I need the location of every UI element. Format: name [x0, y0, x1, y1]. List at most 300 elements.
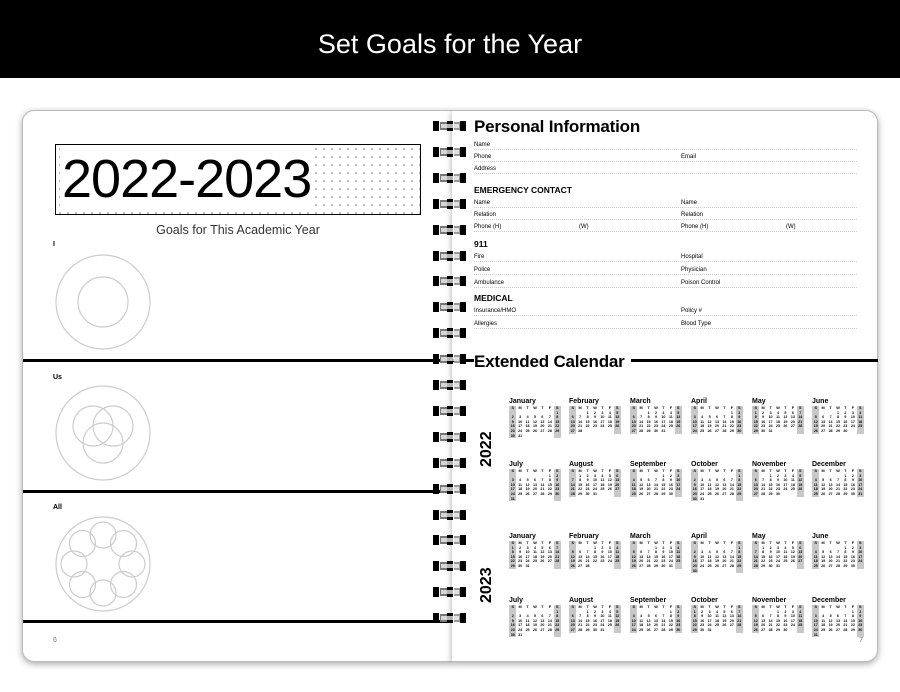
day-cell: 12 [790, 550, 795, 555]
day-cell: 27 [578, 563, 583, 568]
field-phone: Phone [474, 154, 492, 160]
day-cell: 23 [783, 623, 788, 628]
day-cell: 6 [541, 415, 544, 420]
day-cell: 1 [752, 411, 759, 416]
day-cell: 20 [547, 554, 552, 559]
day-cell: 25 [631, 491, 636, 496]
day-cell: 5 [723, 609, 726, 614]
day-cell: 14 [729, 482, 734, 487]
day-cell: 6 [654, 614, 657, 619]
day-cell: 18 [532, 554, 537, 559]
day-cell: 16 [783, 618, 788, 623]
day-cell: 13 [828, 482, 833, 487]
day-cell: 3 [519, 614, 522, 619]
day-cell: 6 [730, 609, 733, 614]
day-cell: 22 [729, 424, 734, 429]
day-cell: 8 [752, 415, 759, 420]
day-cell: 8 [554, 415, 561, 420]
day-cell: 29 [753, 428, 758, 433]
day-cell [606, 628, 613, 633]
day-cell: 4 [601, 473, 604, 478]
day-cell: 23 [518, 559, 523, 564]
day-cell: 19 [570, 559, 575, 564]
field-address: Address [474, 166, 497, 172]
weekday-header: S [630, 541, 637, 546]
day-cell: 17 [676, 482, 681, 487]
page-number-left: 6 [53, 637, 57, 644]
day-cell: 1 [769, 473, 772, 478]
day-cell: 11 [525, 419, 530, 424]
month-calendar [569, 398, 621, 434]
weekday-header: M [578, 541, 582, 545]
month-calendar [630, 398, 682, 434]
month-calendar [752, 398, 804, 434]
day-cell: 11 [525, 618, 530, 623]
day-cell: 29 [850, 627, 855, 632]
day-cell: 22 [585, 424, 590, 429]
day-cell: 22 [737, 559, 742, 564]
weekday-header: W [533, 605, 537, 609]
day-cell: 16 [676, 618, 681, 623]
month-name: September [630, 461, 667, 468]
day-cell: 17 [700, 487, 705, 492]
rule [474, 261, 857, 262]
day-cell: 25 [813, 563, 818, 568]
day-cell: 17 [607, 554, 612, 559]
day-cell: 2 [769, 545, 772, 550]
day-cell: 30 [850, 491, 855, 496]
day-cell [614, 492, 621, 497]
day-cell: 27 [828, 563, 833, 568]
field-poison-control: Poison Control [681, 280, 721, 286]
page-number-right: 7 [859, 637, 863, 644]
day-cell: 18 [821, 623, 826, 628]
day-cell: 29 [843, 563, 848, 568]
weekday-header: W [715, 406, 719, 410]
day-cell [736, 628, 743, 633]
day-cell: 21 [578, 623, 583, 628]
weekday-header: W [836, 469, 840, 473]
day-cell: 12 [798, 478, 803, 483]
binding-coil [431, 145, 469, 159]
month-calendar [509, 597, 561, 637]
day-cell: 17 [813, 623, 818, 628]
day-cell: 13 [646, 482, 651, 487]
day-cell: 5 [797, 474, 804, 479]
day-cell: 25 [813, 491, 818, 496]
weekday-header: T [784, 541, 787, 545]
day-cell [667, 429, 674, 434]
month-grid [630, 541, 682, 569]
weekday-header: T [723, 469, 726, 473]
day-cell: 23 [692, 491, 697, 496]
day-cell: 28 [761, 491, 766, 496]
day-cell: 24 [510, 491, 515, 496]
day-cell: 20 [646, 487, 651, 492]
day-cell: 18 [518, 487, 523, 492]
day-cell: 2 [857, 610, 864, 615]
day-cell: 28 [661, 627, 666, 632]
weekday-header: W [593, 406, 597, 410]
day-cell: 1 [509, 546, 516, 551]
day-cell: 15 [653, 554, 658, 559]
day-cell: 28 [835, 491, 840, 496]
weekday-header: T [844, 605, 847, 609]
day-cell: 5 [533, 415, 536, 420]
weekday-header: T [541, 605, 544, 609]
day-cell: 6 [614, 474, 621, 479]
day-cell: 3 [812, 614, 819, 619]
day-cell: 14 [753, 554, 758, 559]
month-calendar [691, 398, 743, 434]
day-cell: 28 [578, 627, 583, 632]
field-phone-w: (W) [579, 224, 589, 230]
day-cell: 27 [540, 428, 545, 433]
day-cell: 28 [753, 563, 758, 568]
day-cell: 27 [790, 424, 795, 429]
day-cell: 28 [835, 563, 840, 568]
day-cell: 19 [676, 419, 681, 424]
day-cell: 7 [586, 550, 589, 555]
day-cell: 27 [761, 627, 766, 632]
day-cell: 16 [661, 554, 666, 559]
binding-coil [431, 274, 469, 288]
day-cell: 11 [707, 554, 712, 559]
day-cell: 27 [631, 428, 636, 433]
day-cell: 13 [835, 618, 840, 623]
day-cell: 31 [592, 491, 597, 496]
day-cell: 1 [654, 545, 657, 550]
month-name: April [691, 533, 707, 540]
day-cell: 20 [653, 623, 658, 628]
day-cell: 20 [532, 487, 537, 492]
weekday-header: T [708, 469, 711, 473]
weekday-header: S [736, 605, 743, 610]
weekday-header: T [769, 469, 772, 473]
day-cell: 30 [585, 491, 590, 496]
day-cell: 3 [630, 614, 637, 619]
weekday-header: S [857, 541, 864, 546]
day-cell: 10 [631, 618, 636, 623]
day-cell: 22 [737, 487, 742, 492]
day-cell: 6 [762, 614, 765, 619]
day-cell [539, 434, 546, 439]
day-cell: 21 [798, 419, 803, 424]
day-cell: 14 [828, 419, 833, 424]
weekday-header: T [541, 541, 544, 545]
day-cell: 14 [722, 419, 727, 424]
day-cell: 14 [585, 554, 590, 559]
day-cell: 9 [784, 614, 787, 619]
day-cell: 18 [798, 618, 803, 623]
month-name: August [569, 597, 594, 604]
day-cell: 10 [668, 550, 673, 555]
weekday-header: M [761, 541, 765, 545]
weekday-header: T [662, 469, 665, 473]
weekday-header: M [700, 406, 704, 410]
day-cell: 21 [737, 618, 742, 623]
day-cell: 12 [615, 415, 620, 420]
day-cell: 25 [798, 623, 803, 628]
day-cell: 19 [821, 559, 826, 564]
medical-heading: MEDICAL [474, 293, 513, 303]
day-cell: 3 [708, 609, 711, 614]
day-cell [599, 429, 606, 434]
day-cell [782, 492, 789, 497]
day-cell: 21 [653, 487, 658, 492]
day-cell: 30 [843, 428, 848, 433]
rule [474, 161, 857, 162]
weekday-header: W [593, 605, 597, 609]
day-cell: 29 [775, 627, 780, 632]
day-cell: 9 [851, 478, 854, 483]
day-cell: 15 [737, 482, 742, 487]
day-cell: 31 [600, 627, 605, 632]
day-cell: 18 [707, 487, 712, 492]
day-cell: 31 [525, 563, 530, 568]
field-policy: Policy # [681, 308, 703, 314]
day-cell: 10 [858, 550, 863, 555]
weekday-header: W [654, 605, 658, 609]
day-cell: 24 [783, 487, 788, 492]
weekday-header: M [821, 469, 825, 473]
day-cell: 20 [631, 424, 636, 429]
year-title-box [55, 144, 421, 215]
day-cell: 21 [585, 559, 590, 564]
day-cell: 4 [791, 473, 794, 478]
day-cell: 9 [701, 614, 704, 619]
day-cell: 26 [540, 559, 545, 564]
day-cell: 20 [828, 559, 833, 564]
day-cell [675, 492, 682, 497]
right-page [452, 110, 878, 662]
day-cell: 20 [722, 487, 727, 492]
day-cell [606, 429, 613, 434]
day-cell: 25 [600, 487, 605, 492]
month-name: May [752, 398, 766, 405]
day-cell: 14 [729, 554, 734, 559]
day-cell: 17 [631, 623, 636, 628]
day-cell: 2 [554, 474, 561, 479]
day-cell: 14 [661, 618, 666, 623]
weekday-header: F [791, 406, 795, 410]
month-grid [752, 406, 804, 434]
day-cell: 7 [579, 415, 582, 420]
day-cell: 2 [593, 609, 596, 614]
day-cell: 5 [526, 478, 529, 483]
day-cell: 13 [798, 550, 803, 555]
day-cell: 23 [692, 563, 697, 568]
month-name: December [812, 597, 846, 604]
weekday-header: M [761, 469, 765, 473]
day-cell: 10 [783, 478, 788, 483]
day-cell: 11 [798, 614, 803, 619]
day-cell: 26 [714, 563, 719, 568]
day-cell [539, 633, 546, 638]
day-cell: 30 [518, 563, 523, 568]
day-cell: 7 [736, 610, 743, 615]
day-cell: 24 [707, 623, 712, 628]
day-cell: 26 [821, 563, 826, 568]
weekday-header: F [791, 541, 795, 545]
day-cell: 5 [791, 545, 794, 550]
day-cell: 11 [813, 482, 818, 487]
day-cell: 9 [844, 415, 847, 420]
day-cell: 22 [646, 424, 651, 429]
weekday-header: W [776, 605, 780, 609]
binding-coil [431, 456, 469, 470]
day-cell: 11 [607, 415, 612, 420]
day-cell: 2 [519, 545, 522, 550]
day-cell: 10 [707, 614, 712, 619]
day-cell: 23 [700, 623, 705, 628]
day-cell: 8 [844, 550, 847, 555]
day-cell: 15 [729, 419, 734, 424]
day-cell: 4 [701, 415, 704, 420]
day-cell: 26 [676, 424, 681, 429]
day-cell: 16 [768, 554, 773, 559]
day-cell [554, 497, 561, 502]
day-cell: 26 [722, 623, 727, 628]
day-cell: 18 [707, 559, 712, 564]
day-cell: 14 [843, 618, 848, 623]
day-cell [675, 564, 682, 569]
binding-coil [431, 171, 469, 185]
day-cell: 28 [646, 563, 651, 568]
month-grid [569, 541, 621, 569]
day-cell: 21 [578, 424, 583, 429]
weekday-header: F [548, 605, 552, 609]
day-cell: 19 [783, 419, 788, 424]
day-cell: 2 [851, 545, 854, 550]
day-cell: 22 [555, 623, 560, 628]
weekday-header: W [593, 541, 597, 545]
day-cell: 18 [668, 419, 673, 424]
month-grid [509, 406, 561, 438]
day-cell: 10 [518, 419, 523, 424]
day-cell [782, 429, 789, 434]
day-cell: 16 [761, 419, 766, 424]
weekday-header: S [797, 406, 804, 411]
day-cell: 10 [600, 614, 605, 619]
day-cell: 1 [736, 474, 743, 479]
day-cell: 12 [707, 419, 712, 424]
day-cell [849, 429, 856, 434]
rule [474, 219, 857, 220]
day-cell: 30 [668, 491, 673, 496]
day-cell: 23 [555, 487, 560, 492]
month-grid [691, 605, 743, 633]
day-cell: 9 [593, 415, 596, 420]
day-cell [516, 497, 523, 502]
day-cell: 23 [768, 559, 773, 564]
day-cell: 2 [586, 473, 589, 478]
day-cell: 23 [843, 424, 848, 429]
day-cell: 29 [737, 491, 742, 496]
day-cell: 13 [578, 554, 583, 559]
day-cell: 29 [835, 428, 840, 433]
day-cell: 20 [761, 623, 766, 628]
weekday-header: T [586, 605, 589, 609]
day-cell: 26 [570, 563, 575, 568]
day-cell: 22 [692, 623, 697, 628]
month-name: November [752, 597, 787, 604]
day-cell: 25 [525, 428, 530, 433]
day-cell: 3 [776, 545, 779, 550]
month-calendar [752, 533, 804, 569]
day-cell: 1 [736, 546, 743, 551]
month-grid [812, 469, 864, 497]
day-cell: 19 [615, 618, 620, 623]
day-cell: 7 [554, 546, 561, 551]
month-name: July [509, 461, 524, 468]
day-cell: 28 [722, 428, 727, 433]
day-cell: 6 [548, 545, 551, 550]
ring-of-circles-icon [53, 514, 153, 614]
day-cell: 21 [843, 623, 848, 628]
day-cell: 15 [578, 482, 583, 487]
day-cell [539, 564, 546, 569]
day-cell: 7 [640, 415, 643, 420]
weekday-header: S [675, 605, 682, 610]
day-cell: 30 [661, 563, 666, 568]
day-cell: 11 [607, 614, 612, 619]
weekday-header: S [857, 469, 864, 474]
day-cell: 8 [593, 550, 596, 555]
month-calendar [630, 597, 682, 633]
weekday-header: S [797, 541, 804, 546]
day-cell: 23 [761, 424, 766, 429]
day-cell: 31 [768, 428, 773, 433]
day-cell: 11 [600, 478, 605, 483]
day-cell: 30 [653, 428, 658, 433]
day-cell: 11 [783, 550, 788, 555]
day-cell: 17 [510, 487, 515, 492]
day-cell: 24 [518, 428, 523, 433]
day-cell: 16 [692, 559, 697, 564]
weekday-header: F [608, 406, 612, 410]
day-cell: 2 [675, 610, 682, 615]
goals-subtitle: Goals for This Academic Year [156, 223, 320, 237]
weekday-header: S [509, 469, 516, 474]
day-cell: 30 [858, 627, 863, 632]
day-cell: 6 [791, 410, 794, 415]
day-cell: 31 [661, 428, 666, 433]
month-grid [630, 406, 682, 434]
day-cell: 6 [640, 550, 643, 555]
weekday-header: F [608, 605, 612, 609]
day-cell: 7 [829, 415, 832, 420]
weekday-header: M [821, 541, 825, 545]
day-cell: 25 [790, 487, 795, 492]
day-cell [797, 492, 804, 497]
weekday-header: W [654, 406, 658, 410]
weekday-header: W [715, 605, 719, 609]
day-cell: 3 [791, 609, 794, 614]
day-cell: 16 [592, 419, 597, 424]
field-emergency-name: Name [474, 200, 491, 206]
day-cell: 4 [822, 614, 825, 619]
day-cell [554, 564, 561, 569]
weekday-header: W [533, 469, 537, 473]
day-cell: 27 [828, 491, 833, 496]
day-cell: 6 [541, 614, 544, 619]
day-cell: 8 [548, 478, 551, 483]
day-cell: 13 [753, 482, 758, 487]
day-cell: 10 [813, 618, 818, 623]
day-cell: 2 [776, 473, 779, 478]
day-cell: 7 [541, 478, 544, 483]
